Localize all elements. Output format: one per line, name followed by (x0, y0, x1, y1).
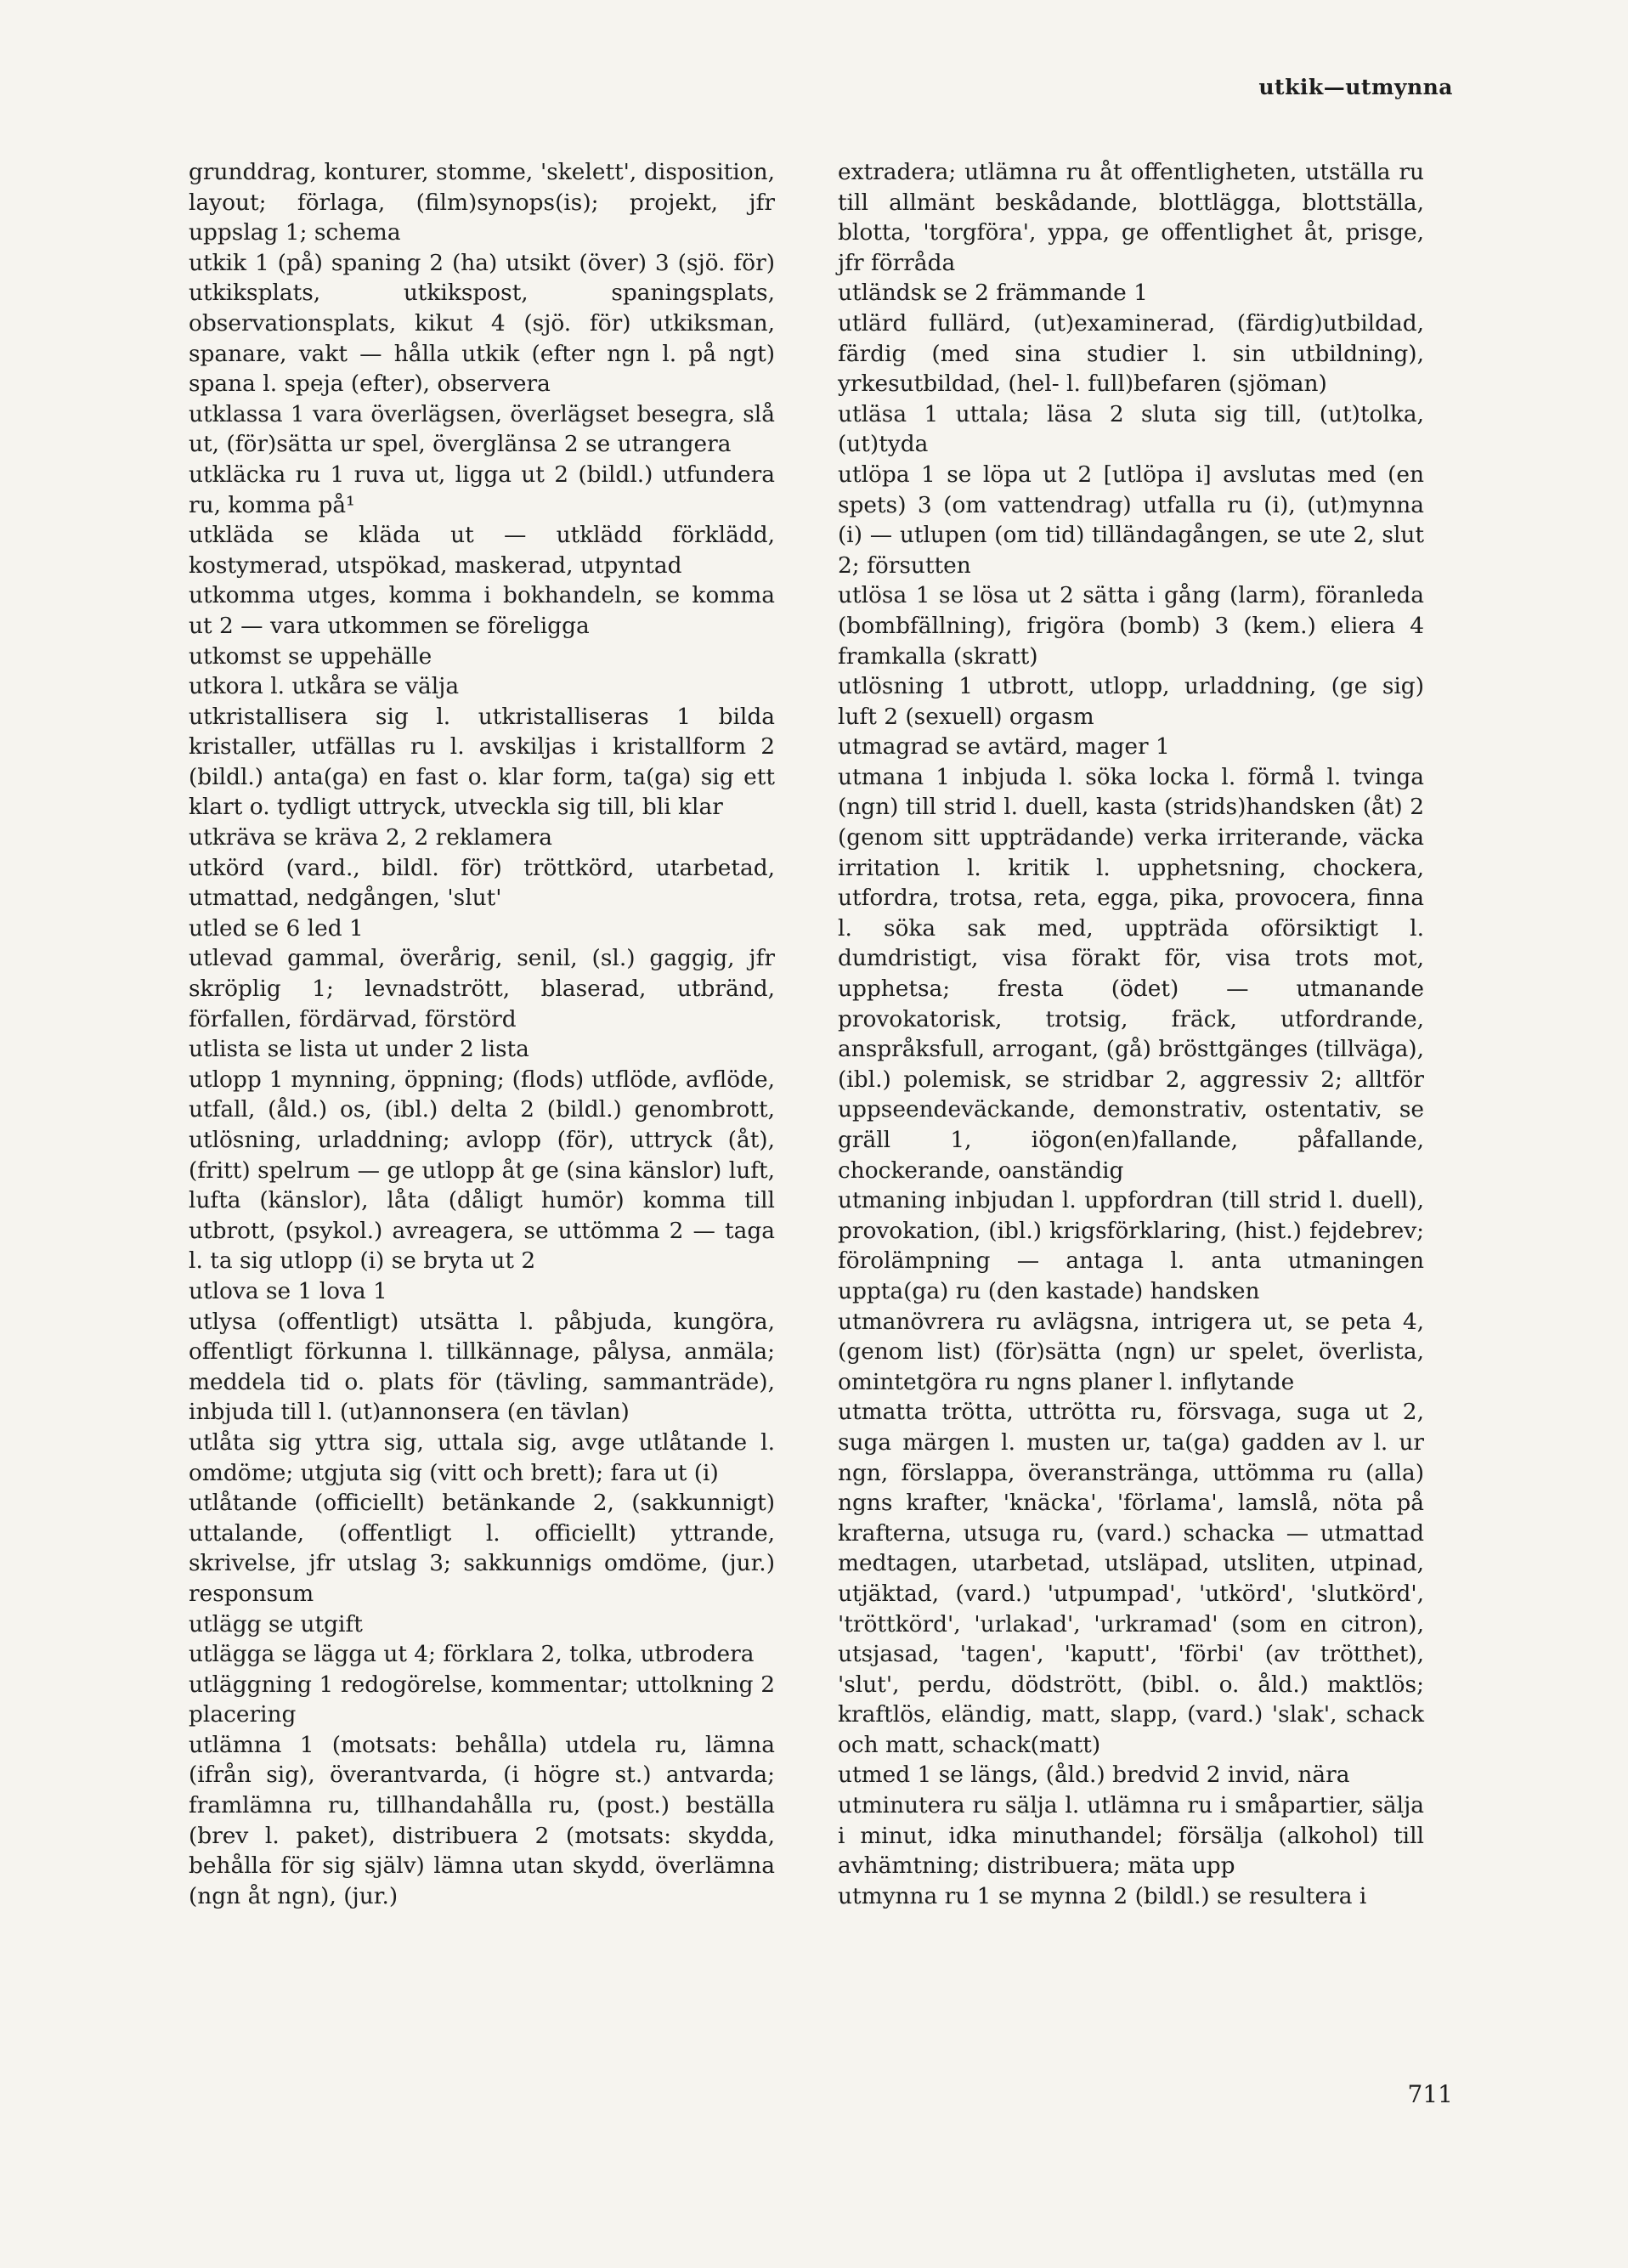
dictionary-entry: utmatta trötta, uttrötta ru, försvaga, suga ut 2, suga märgen l. musten ur, ta(ga) gadden av l. ur ngn, förslappa, överanstränga, uttömma ru (alla) ngns krafter, 'knäcka', 'förlama', lamslå, nöta på krafterna, utsuga ru, (vard.) schacka — utmattad medtagen, utarbetad, utsläpad, utsliten, utpinad, utjäktad, (vard.) 'utpumpad', 'utkörd', 'slutkörd', 'tröttkörd', 'urlakad', 'urkramad' (som en citron), utsjasad, 'tagen', 'kaputt', 'förbi' (av trötthet), 'slut', perdu, dödstrött, (bibl. o. åld.) maktlös; kraftlös, eländig, matt, slapp, (vard.) 'slak', schack och matt, schack(matt) (838, 1399, 1424, 1758)
dictionary-entry: utlösning 1 utbrott, utlopp, urladdning, (ge sig) luft 2 (sexuell) orgasm (838, 673, 1424, 730)
dictionary-entry: utmed 1 se längs, (åld.) bredvid 2 invid, nära (838, 1762, 1350, 1789)
dictionary-entry: utkläda se kläda ut — utklädd förklädd, kostymerad, utspökad, maskerad, utpyntad (189, 522, 775, 579)
dictionary-entry: utläsa 1 uttala; läsa 2 sluta sig till, (ut)tolka, (ut)tyda (838, 400, 1424, 458)
dictionary-entry: utkomst se uppehälle (189, 642, 432, 670)
left-column (189, 157, 775, 1911)
dictionary-entry: utlöpa 1 se löpa ut 2 [utlöpa i] avslutas med (en spets) 3 (om vattendrag) utfalla ru (i), (ut)mynna (i) — utlupen (om tid) tilländagången, se ute 2, slut 2; försutten (838, 461, 1424, 579)
dictionary-entry: grunddrag, konturer, stomme, 'skelett', disposition, layout; förlaga, (film)synops(is); projekt, jfr uppslag 1; schema (189, 159, 775, 246)
dictionary-entry: utläggning 1 redogörelse, kommentar; uttolkning 2 placering (189, 1671, 775, 1728)
dictionary-entry: utlösa 1 se lösa ut 2 sätta i gång (larm), föranleda (bombfällning), frigöra (bomb) 3 (kem.) eliera 4 framkalla (skratt) (838, 582, 1424, 670)
dictionary-entry: extradera; utlämna ru åt offentligheten, utställa ru till allmänt beskådande, blottlägga, blottställa, blotta, 'torgföra', yppa, ge offentlighet åt, prisge, jfr förråda (838, 159, 1424, 276)
dictionary-entry: utlåtande (officiellt) betänkande 2, (sakkunnigt) uttalande, (offentligt l. officiellt) yttrande, skrivelse, jfr utslag 3; sakkunnigs omdöme, (jur.) responsum (189, 1490, 775, 1607)
dictionary-entry: utlevad gammal, överårig, senil, (sl.) gaggig, jfr skröplig 1; levnadstrött, blaserad, utbränd, förfallen, fördärvad, förstörd (189, 945, 775, 1032)
dictionary-entry: utlägg se utgift (189, 1610, 363, 1637)
dictionary-entry: utmynna ru 1 se mynna 2 (bildl.) se resultera i (838, 1882, 1367, 1909)
dictionary-entry: utled se 6 led 1 (189, 914, 364, 942)
dictionary-entry: utmagrad se avtärd, mager 1 (838, 733, 1170, 761)
right-column (838, 157, 1424, 1911)
page-number: 711 (1407, 2080, 1453, 2108)
running-header: utkik—utmynna (1258, 75, 1453, 99)
dictionary-entry: utlämna 1 (motsats: behålla) utdela ru, lämna (ifrån sig), överantvarda, (i högre st.) antvarda; framlämna ru, tillhandahålla ru, (post.) beställa (brev l. paket), distribuera 2 (motsats: skydda, behålla för sig själv) lämna utan skydd, överlämna (ngn åt ngn), (jur.) (189, 1731, 775, 1909)
dictionary-entry: utländsk se 2 främmande 1 (838, 280, 1148, 307)
dictionary-entry: utlysa (offentligt) utsätta l. påbjuda, kungöra, offentligt förkunna l. tillkännage, pålysa, anmäla; meddela tid o. plats för (tävling, sammanträde), inbjuda till l. (ut)annonsera (en tävlan) (189, 1308, 775, 1426)
dictionary-entry: utminutera ru sälja l. utlämna ru i småpartier, sälja i minut, idka minuthandel; försälja (alkohol) till avhämtning; distribuera; mäta upp (838, 1792, 1424, 1880)
dictionary-entry: utkristallisera sig l. utkristalliseras 1 bilda kristaller, utfällas ru l. avskiljas i kristallform 2 (bildl.) anta(ga) en fast o. klar form, ta(ga) sig ett klart o. tydligt uttryck, utveckla sig till, bli klar (189, 703, 775, 821)
dictionary-entry: utkräva se kräva 2, 2 reklamera (189, 824, 553, 851)
dictionary-entry: utmana 1 inbjuda l. söka locka l. förmå l. tvinga (ngn) till strid l. duell, kasta (strids)handsken (åt) 2 (genom sitt uppträdande) verka irriterande, väcka irritation l. kritik l. upphetsning, chockera, utfordra, trotsa, reta, egga, pika, provocera, finna l. söka sak med, uppträda oförsiktigt l. dumdristigt, visa förakt för, visa trots mot, upphetsa; fresta (ödet) — utmanande provokatorisk, trotsig, fräck, utfordrande, anspråksfull, arrogant, (gå) brösttgänges (tillväga), (ibl.) polemisk, se stridbar 2, aggressiv 2; alltför uppseendeväckande, demonstrativ, ostentativ, se gräll 1, iögon(en)fallande, påfallande, chockerande, oanständig (838, 763, 1424, 1184)
dictionary-entry: utmanövrera ru avlägsna, intrigera ut, se peta 4, (genom list) (för)sätta (ngn) ur spelet, överlista, omintetgöra ru ngns planer l. inflytande (838, 1308, 1424, 1395)
dictionary-entry: utkläcka ru 1 ruva ut, ligga ut 2 (bildl.) utfundera ru, komma på¹ (189, 461, 775, 518)
dictionary-entry: utklassa 1 vara överlägsen, överlägset besegra, slå ut, (för)sätta ur spel, överglänsa 2 se utrangera (189, 400, 775, 458)
dictionary-entry: utkomma utges, komma i bokhandeln, se komma ut 2 — vara utkommen se föreligga (189, 582, 775, 639)
dictionary-entry: utlopp 1 mynning, öppning; (flods) utflöde, avflöde, utfall, (åld.) os, (ibl.) delta 2 (bildl.) genombrott, utlösning, urladdning; avlopp (för), uttryck (åt), (fritt) spelrum — ge utlopp åt ge (sina känslor) luft, lufta (känslor), låta (dåligt humör) komma till utbrott, (psykol.) avreagera, se uttömma 2 — taga l. ta sig utlopp (i) se bryta ut 2 (189, 1066, 775, 1275)
dictionary-entry: utlova se 1 lova 1 (189, 1277, 387, 1304)
dictionary-entry: utkora l. utkåra se välja (189, 673, 460, 700)
dictionary-entry: utlägga se lägga ut 4; förklara 2, tolka, utbrodera (189, 1641, 755, 1668)
dictionary-entry: utlista se lista ut under 2 lista (189, 1036, 529, 1063)
dictionary-entry: utkörd (vard., bildl. för) tröttkörd, utarbetad, utmattad, nedgången, 'slut' (189, 854, 775, 912)
dictionary-entry: utkik 1 (på) spaning 2 (ha) utsikt (över) 3 (sjö. för) utkiksplats, utkikspost, spaningsplats, observationsplats, kikut 4 (sjö. för) utkiksman, spanare, vakt — hålla utkik (efter ngn l. på ngt) spana l. speja (efter), observera (189, 249, 775, 398)
dictionary-entry: utlärd fullärd, (ut)examinerad, (färdig)utbildad, färdig (med sina studier l. sin utbildning), yrkesutbildad, (hel- l. full)befaren (sjöman) (838, 309, 1424, 398)
dictionary-entry: utlåta sig yttra sig, uttala sig, avge utlåtande l. omdöme; utgjuta sig (vitt och brett); fara ut (i) (189, 1428, 775, 1486)
dictionary-entry: utmaning inbjudan l. uppfordran (till strid l. duell), provokation, (ibl.) krigsförklaring, (hist.) fejdebrev; förolämpning — antaga l. anta utmaningen uppta(ga) ru (den kastade) handsken (838, 1187, 1424, 1304)
